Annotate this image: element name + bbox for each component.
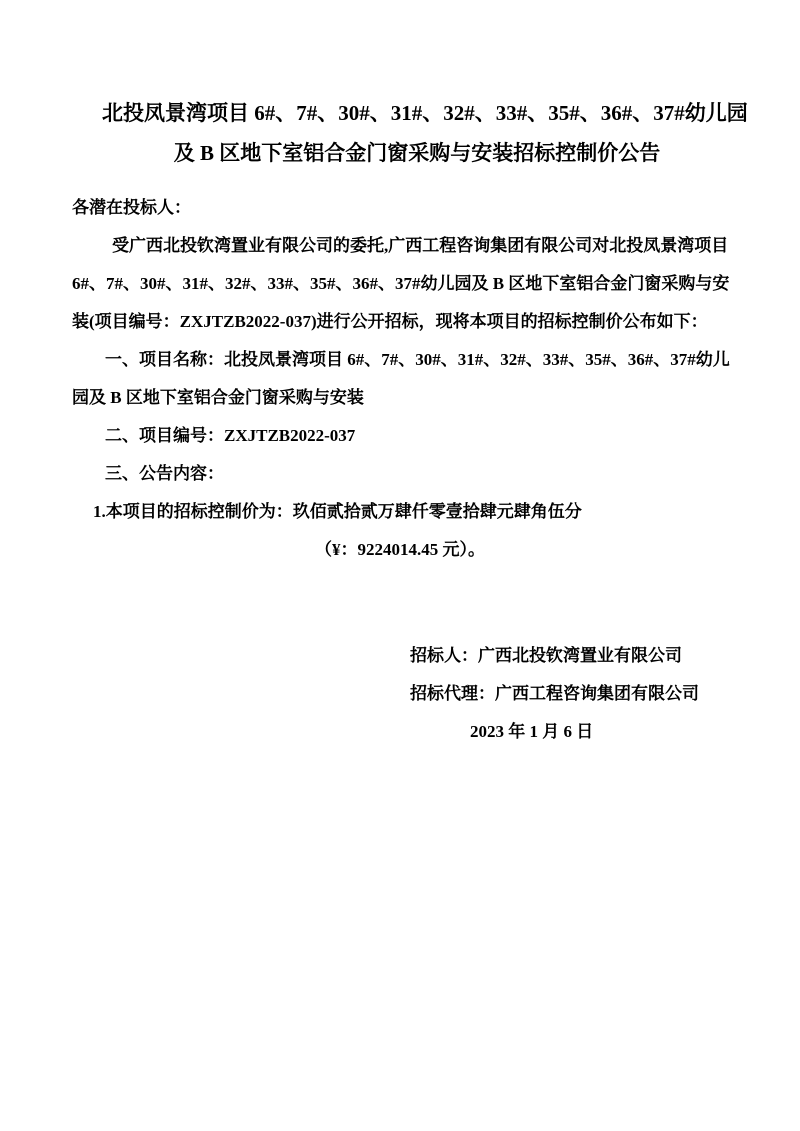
- control-price-line: 1.本项目的招标控制价为：玖佰贰拾贰万肆仟零壹拾肆元肆角伍分: [93, 502, 582, 521]
- amount-numeric-line: （¥：9224014.45 元）。: [315, 540, 485, 559]
- salutation-line: 各潜在投标人：: [72, 198, 191, 217]
- paragraph-line-3: 装(项目编号：ZXJTZB2022-037)进行公开招标，现将本项目的招标控制价公布如下：: [72, 312, 708, 331]
- agent-line: 招标代理：广西工程咨询集团有限公司: [410, 684, 699, 703]
- paragraph-line-1: 受广西北投钦湾置业有限公司的委托,广西工程咨询集团有限公司对北投凤景湾项目: [112, 236, 729, 255]
- document-title-line-2: 及 B 区地下室铝合金门窗采购与安装招标控制价公告: [173, 141, 661, 165]
- paragraph-line-2: 6#、7#、30#、31#、32#、33#、35#、36#、37#幼儿园及 B 区地下室铝合金门窗采购与安: [72, 274, 730, 293]
- item-project-number-line: 二、项目编号：ZXJTZB2022-037: [105, 426, 356, 445]
- signature-block: [410, 637, 732, 751]
- date-line: 2023 年 1 月 6 日: [470, 722, 594, 741]
- item-project-name-line-1: 一、项目名称：北投凤景湾项目 6#、7#、30#、31#、32#、33#、35#、36#、37#幼儿: [105, 350, 730, 369]
- item-project-name-line-2: 园及 B 区地下室铝合金门窗采购与安装: [72, 388, 364, 407]
- document-title-line-1: 北投凤景湾项目 6#、7#、30#、31#、32#、33#、35#、36#、37#幼儿园: [102, 101, 748, 125]
- item-announcement-content-line: 三、公告内容：: [105, 464, 224, 483]
- tenderer-line: 招标人：广西北投钦湾置业有限公司: [410, 646, 682, 665]
